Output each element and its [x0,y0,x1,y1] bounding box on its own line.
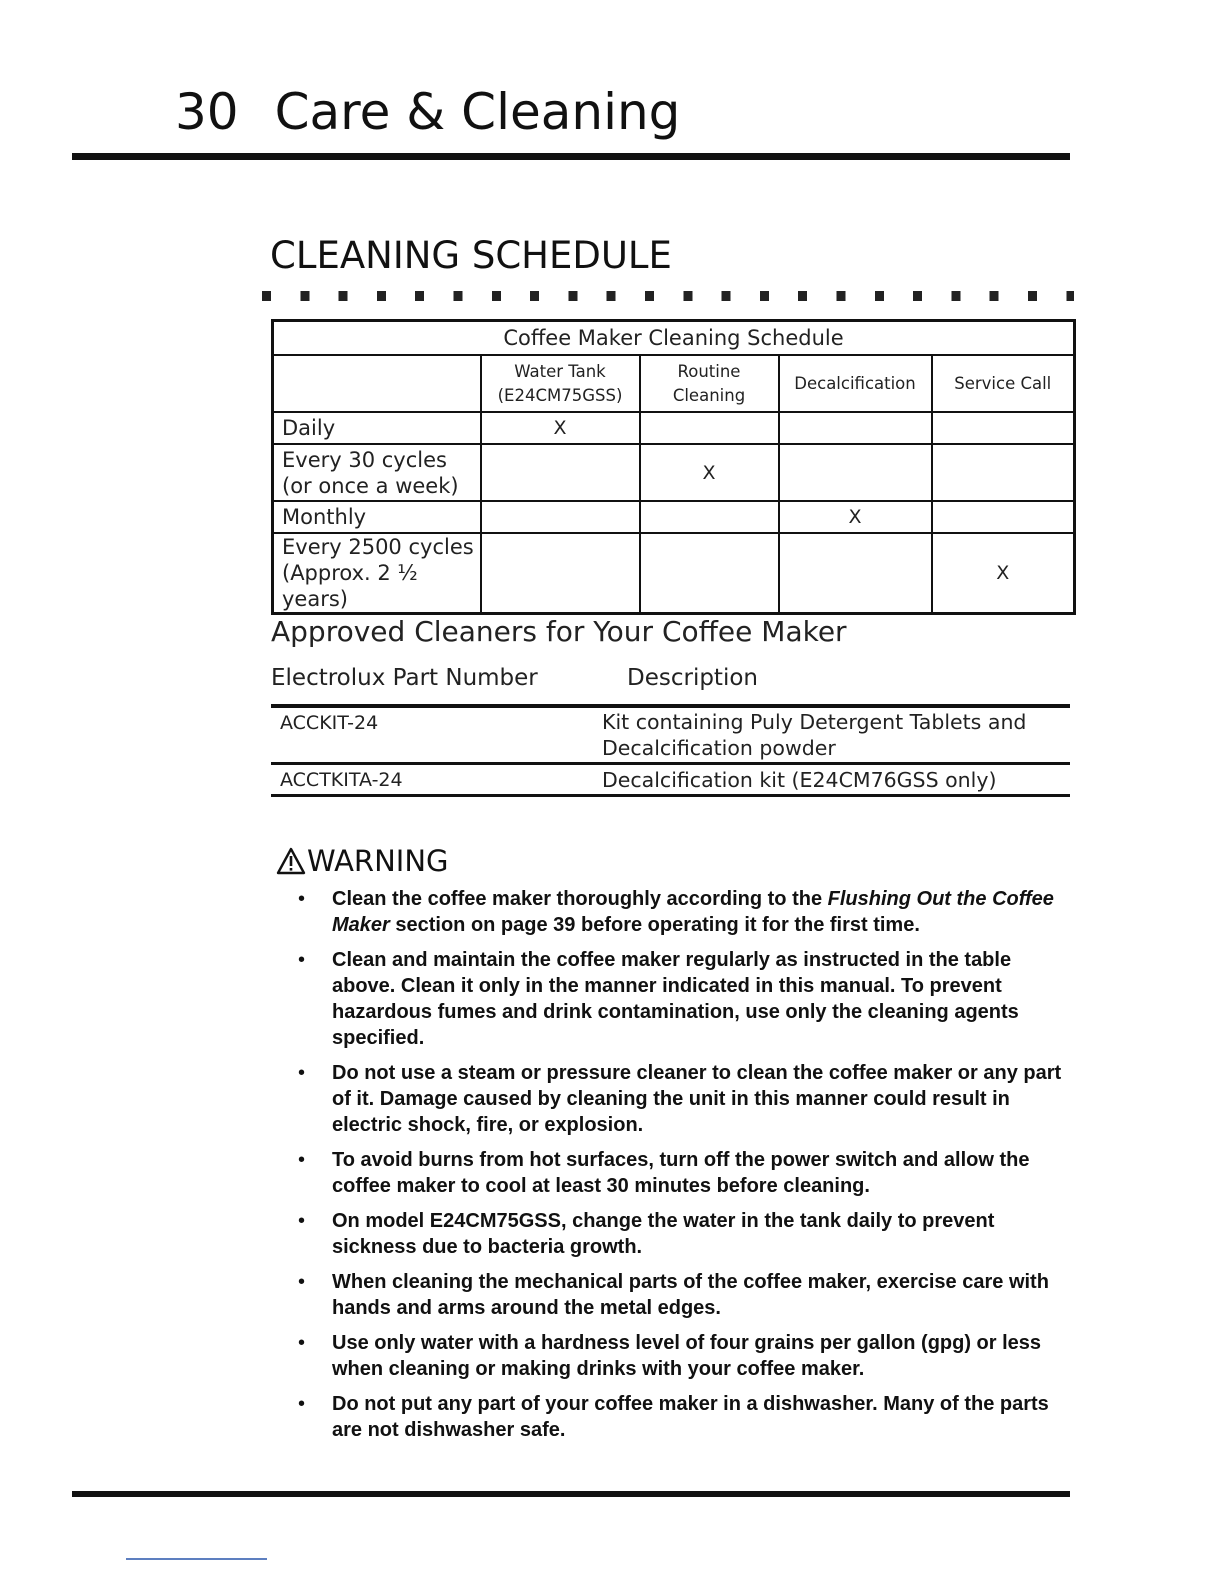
bullet-icon: • [298,949,306,971]
col-header-line: Routine [677,361,741,381]
page-header [175,80,680,144]
table-cell [779,444,932,501]
table-cell [932,444,1075,501]
table-cell [932,501,1075,533]
col-header-routine-cleaning [640,355,779,412]
warning-text: When cleaning the mechanical parts of the coffee maker, exercise care with hands and arms around the metal edges. [332,1271,1049,1319]
table-cell [481,444,640,501]
warning-item [296,886,1066,938]
table-cell: X [481,412,640,444]
col-header-water-tank [481,355,640,412]
warning-text: On model E24CM75GSS, change the water in the tank daily to prevent sickness due to bacteria growth. [332,1210,995,1258]
table-cell: X [932,533,1075,614]
row-label-line: Every 2500 cycles [282,535,474,559]
bullet-icon: • [298,1332,306,1354]
warning-list [296,886,1066,1452]
table-cell [640,501,779,533]
cleaning-schedule-table [271,319,1076,615]
table-cell [481,501,640,533]
table-row [273,501,1075,533]
col-header-service-call [932,355,1075,412]
table-cell: X [640,444,779,501]
parts-rule [271,794,1070,797]
table-cell [481,533,640,614]
warning-text: Use only water with a hardness level of four grains per gallon (gpg) or less when cleaning or making drinks with your coffee maker. [332,1332,1042,1380]
col-header-line: (E24CM75GSS) [497,385,623,405]
header-rule [72,153,1070,160]
row-label-line: Every 30 cycles [282,447,447,472]
row-label-line: (Approx. 2 ½ years) [282,561,418,611]
bullet-icon: • [298,1149,306,1171]
table-caption-row [273,321,1075,356]
warning-item [296,1269,1066,1321]
warning-text: Clean the coffee maker thoroughly according to the [332,888,828,910]
part-number: ACCKIT-24 [280,712,379,734]
warning-heading [276,842,449,880]
row-label-line: Daily [282,416,336,440]
section-title: CLEANING SCHEDULE [270,234,672,277]
warning-item [296,1060,1066,1138]
table-row [273,533,1075,614]
row-label [273,444,481,501]
warning-text: To avoid burns from hot surfaces, turn off the power switch and allow the coffee maker to cool at least 30 minutes before cleaning. [332,1149,1030,1197]
col-header-line: Cleaning [672,385,746,405]
table-cell [640,412,779,444]
col-header-line: Decalcification [794,373,916,393]
bullet-icon: • [298,1271,306,1293]
table-header-row [273,355,1075,412]
part-description: Decalcification kit (E24CM76GSS only) [602,768,997,792]
col-header-decalcification [779,355,932,412]
table-caption: Coffee Maker Cleaning Schedule [273,321,1075,356]
col-header-line: Water Tank [514,361,606,381]
table-corner-cell [273,355,481,412]
bullet-icon: • [298,1210,306,1232]
row-label-line: (or once a week) [282,473,459,498]
warning-emphasis: Flushing Out the Coffee Maker [332,888,1054,936]
warning-item [296,947,1066,1051]
warning-item [296,1208,1066,1260]
table-cell [640,533,779,614]
approved-cleaners-title: Approved Cleaners for Your Coffee Maker [271,615,847,648]
row-label [273,412,481,444]
header-section-title: Care & Cleaning [274,83,681,141]
part-number: ACCTKITA-24 [280,769,403,791]
row-label [273,501,481,533]
footer-accent-line [126,1558,267,1560]
warning-triangle-icon [276,847,306,875]
description-column-header: Description [627,665,758,691]
dotted-divider [262,291,1074,301]
parts-rule [271,762,1070,765]
warning-item [296,1147,1066,1199]
bullet-icon: • [298,1393,306,1415]
table-cell [779,533,932,614]
warning-text: Do not use a steam or pressure cleaner to clean the coffee maker or any part of it. Damage caused by cleaning the unit in this manner could result in electric shock, fire, or explosion. [332,1062,1062,1136]
table-row [273,412,1075,444]
warning-title: WARNING [307,844,449,878]
table-cell [932,412,1075,444]
col-header-line: Service Call [954,373,1052,393]
warning-text: section on page 39 before operating it for the first time. [389,914,920,936]
warning-item [296,1391,1066,1443]
parts-rule [271,704,1070,708]
bullet-icon: • [298,888,306,910]
row-label [273,533,481,614]
footer-rule [72,1491,1070,1497]
part-description: Kit containing Puly Detergent Tablets and Decalcification powder [602,710,1027,760]
part-number-column-header: Electrolux Part Number [271,665,538,691]
bullet-icon: • [298,1062,306,1084]
warning-text: Clean and maintain the coffee maker regularly as instructed in the table above. Clean it only in the manner indicated in this manual. To prevent hazardous fumes and drink contamination, use only the cleaning agents specified. [332,949,1019,1049]
row-label-line: Monthly [282,505,367,529]
warning-text: Do not put any part of your coffee maker in a dishwasher. Many of the parts are not dishwasher safe. [332,1393,1049,1441]
table-cell [779,412,932,444]
page-number: 30 [175,83,239,141]
table-row [273,444,1075,501]
table-cell: X [779,501,932,533]
warning-item [296,1330,1066,1382]
